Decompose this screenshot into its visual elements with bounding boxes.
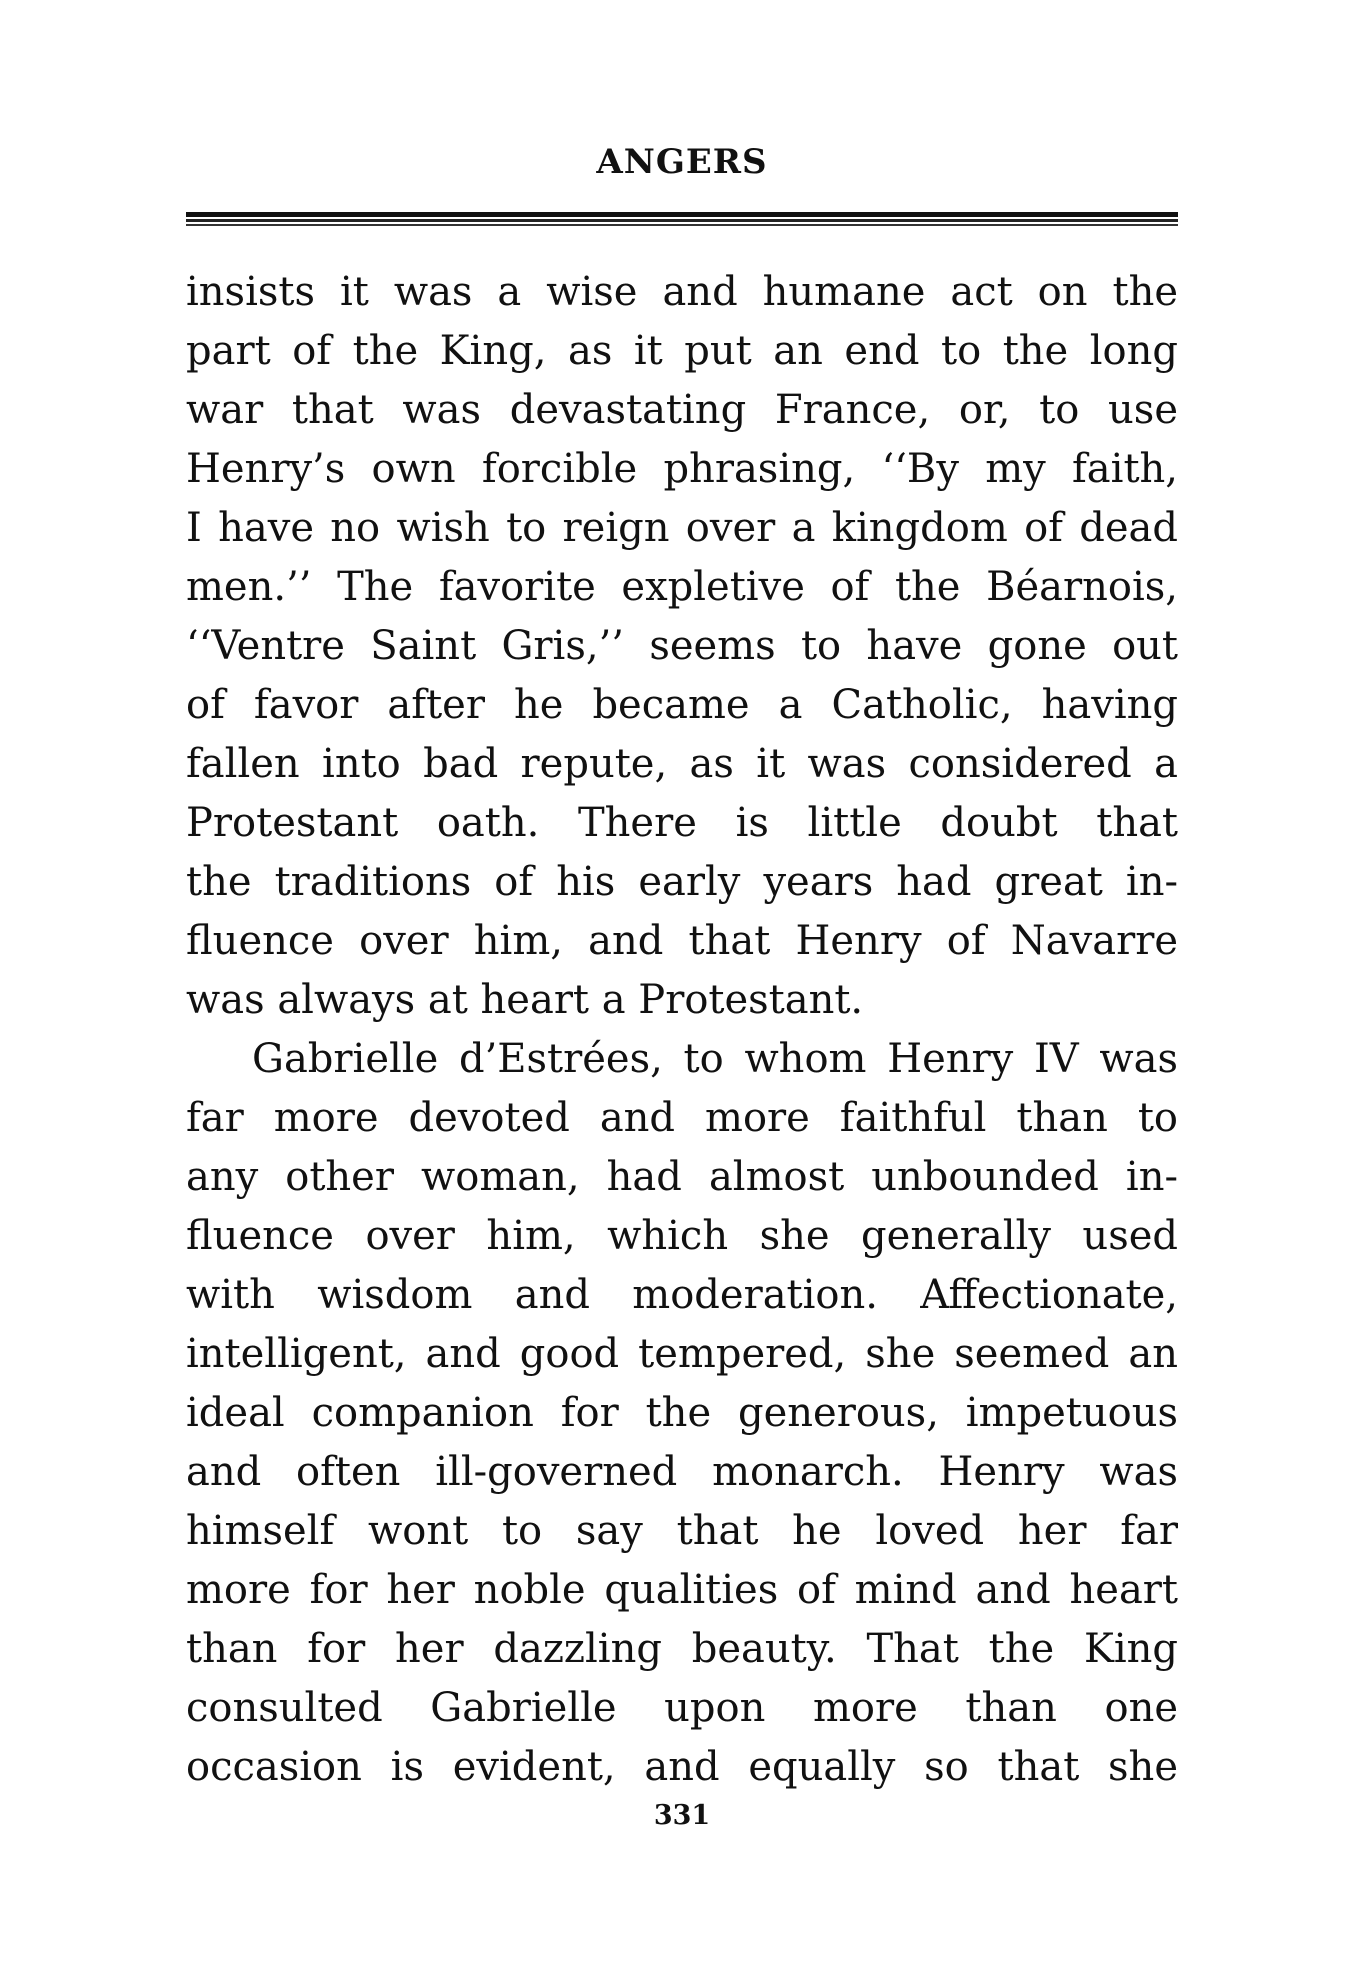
text-line: occasion is evident, and equally so that she <box>186 1744 1178 1790</box>
text-line: consulted Gabrielle upon more than one <box>186 1685 1178 1731</box>
paragraph-start-line: Gabrielle d’Estrées, to whom Henry IV was <box>252 1036 1178 1082</box>
text-line: fluence over him, which she generally used <box>186 1213 1178 1259</box>
text-line: of favor after he became a Catholic, having <box>186 682 1178 728</box>
header-rule-thick <box>186 212 1178 217</box>
header-rule-thin <box>186 224 1178 226</box>
running-head: ANGERS <box>596 142 768 182</box>
text-line: fluence over him, and that Henry of Navarre <box>186 918 1178 964</box>
page-number: 331 <box>653 1800 711 1831</box>
text-line: himself wont to say that he loved her far <box>186 1508 1178 1554</box>
text-line: part of the King, as it put an end to the long <box>186 328 1178 374</box>
text-line: I have no wish to reign over a kingdom of dead <box>186 505 1178 551</box>
text-line: the traditions of his early years had great in- <box>186 859 1178 905</box>
paragraph-end-line: was always at heart a Protestant. <box>186 977 864 1023</box>
text-line: Protestant oath. There is little doubt that <box>186 800 1178 846</box>
text-line: than for her dazzling beauty. That the King <box>186 1626 1178 1672</box>
text-line: men.’’ The favorite expletive of the Béarnois, <box>186 564 1178 610</box>
header-rule <box>186 212 1178 228</box>
text-line: far more devoted and more faithful than to <box>186 1095 1178 1141</box>
body-text <box>186 263 1178 1797</box>
text-line: Henry’s own forcible phrasing, ‘‘By my faith, <box>186 446 1178 492</box>
text-line: more for her noble qualities of mind and heart <box>186 1567 1178 1613</box>
book-page <box>186 0 1178 1983</box>
text-line: ideal companion for the generous, impetuous <box>186 1390 1178 1436</box>
text-line: war that was devastating France, or, to use <box>186 387 1178 433</box>
text-line: intelligent, and good tempered, she seemed an <box>186 1331 1178 1377</box>
header-rule-middle <box>186 219 1178 222</box>
text-line: ‘‘Ventre Saint Gris,’’ seems to have gone out <box>186 623 1178 669</box>
text-line: and often ill-governed monarch. Henry was <box>186 1449 1178 1495</box>
text-line: any other woman, had almost unbounded in- <box>186 1154 1178 1200</box>
text-line: insists it was a wise and humane act on the <box>186 269 1178 315</box>
text-line: fallen into bad repute, as it was considered a <box>186 741 1178 787</box>
text-line: with wisdom and moderation. Affectionate, <box>186 1272 1178 1318</box>
